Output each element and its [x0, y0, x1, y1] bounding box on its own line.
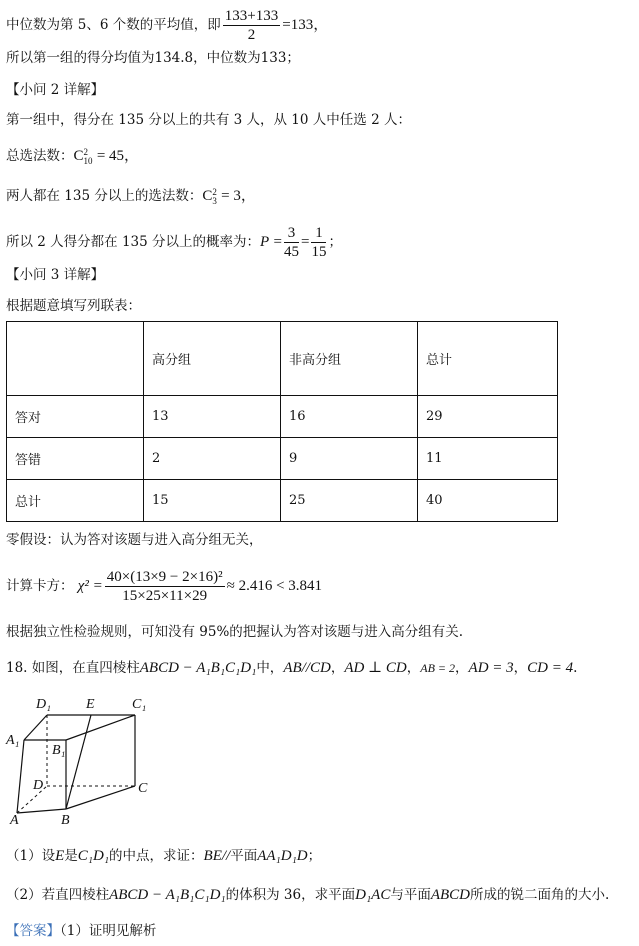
line-choose: 第一组中，得分在 135 分以上的共有 3 人，从 10 人中任选 2 人：	[6, 112, 411, 128]
part-2: （2）若直四棱柱ABCD − A₁B₁C₁D₁的体积为 36，求平面D₁AC与平面ABCD所成的锐二面角的大小.	[6, 887, 610, 903]
line-median: 中位数为第 5、6 个数的平均值，即 $\frac{133+133}{2}$ =133，	[6, 8, 329, 43]
question-18: 18. 如图，在直四棱柱ABCD − A₁B₁C₁D₁中，AB//CD，AD ⊥ CD，AB = 2，AD = 3，CD = 4.	[6, 660, 578, 676]
label-D: D	[33, 778, 44, 793]
table-row: 高分组 非高分组 总计	[7, 322, 558, 396]
line-table-intro: 根据题意填写列联表：	[6, 298, 141, 314]
table-row: 答对 13 16 29	[7, 396, 558, 438]
label-E: E	[86, 697, 95, 712]
heading-q2: 【小问 2 详解】	[6, 82, 105, 98]
answer-line: 【答案】（1）证明见解析	[6, 923, 157, 939]
label-B: B	[61, 813, 70, 828]
heading-q3: 【小问 3 详解】	[6, 267, 105, 283]
line-both-ways: 两人都在 135 分以上的选法数：C 2 3 = 3，	[6, 186, 256, 206]
label-A1: A₁	[6, 733, 20, 748]
table-row: 答错 2 9 11	[7, 438, 558, 480]
label-C1: C₁	[132, 697, 147, 712]
label-B1: B₁	[52, 743, 66, 758]
contingency-table	[6, 321, 558, 522]
table-row: 总计 15 25 40	[7, 480, 558, 522]
line-conclusion: 根据独立性检验规则，可知没有 95%的把握认为答对该题与进入高分组有关.	[6, 624, 464, 640]
line-total-ways: 总选法数：C 2 10 = 45，	[6, 146, 140, 166]
label-A: A	[10, 813, 19, 828]
fraction: $\frac{133+133}{2}$	[224, 8, 279, 43]
line-chi-square: 计算卡方： χ² = $\frac{\text{40×(13×9 − 2×16)²}}{15\times 25\times 11\times 29}$ ≈ 2.416 < 3.841	[6, 569, 323, 604]
line-null-hypothesis: 零假设：认为答对该题与进入高分组无关，	[6, 532, 263, 548]
answer-tag: 【答案】	[6, 923, 60, 939]
part-1: （1）设E是C₁D₁的中点，求证：BE//平面AA₁D₁D；	[6, 848, 322, 864]
prism-figure	[0, 690, 180, 830]
line-mean: 所以第一组的得分均值为134.8，中位数为133；	[6, 50, 300, 66]
label-D1: D₁	[36, 697, 51, 712]
label-C: C	[138, 781, 148, 796]
line-probability: 所以 2 人得分都在 135 分以上的概率为：P = $\frac{3}{45}$ = $\frac{1}{15}$ ；	[6, 225, 342, 260]
